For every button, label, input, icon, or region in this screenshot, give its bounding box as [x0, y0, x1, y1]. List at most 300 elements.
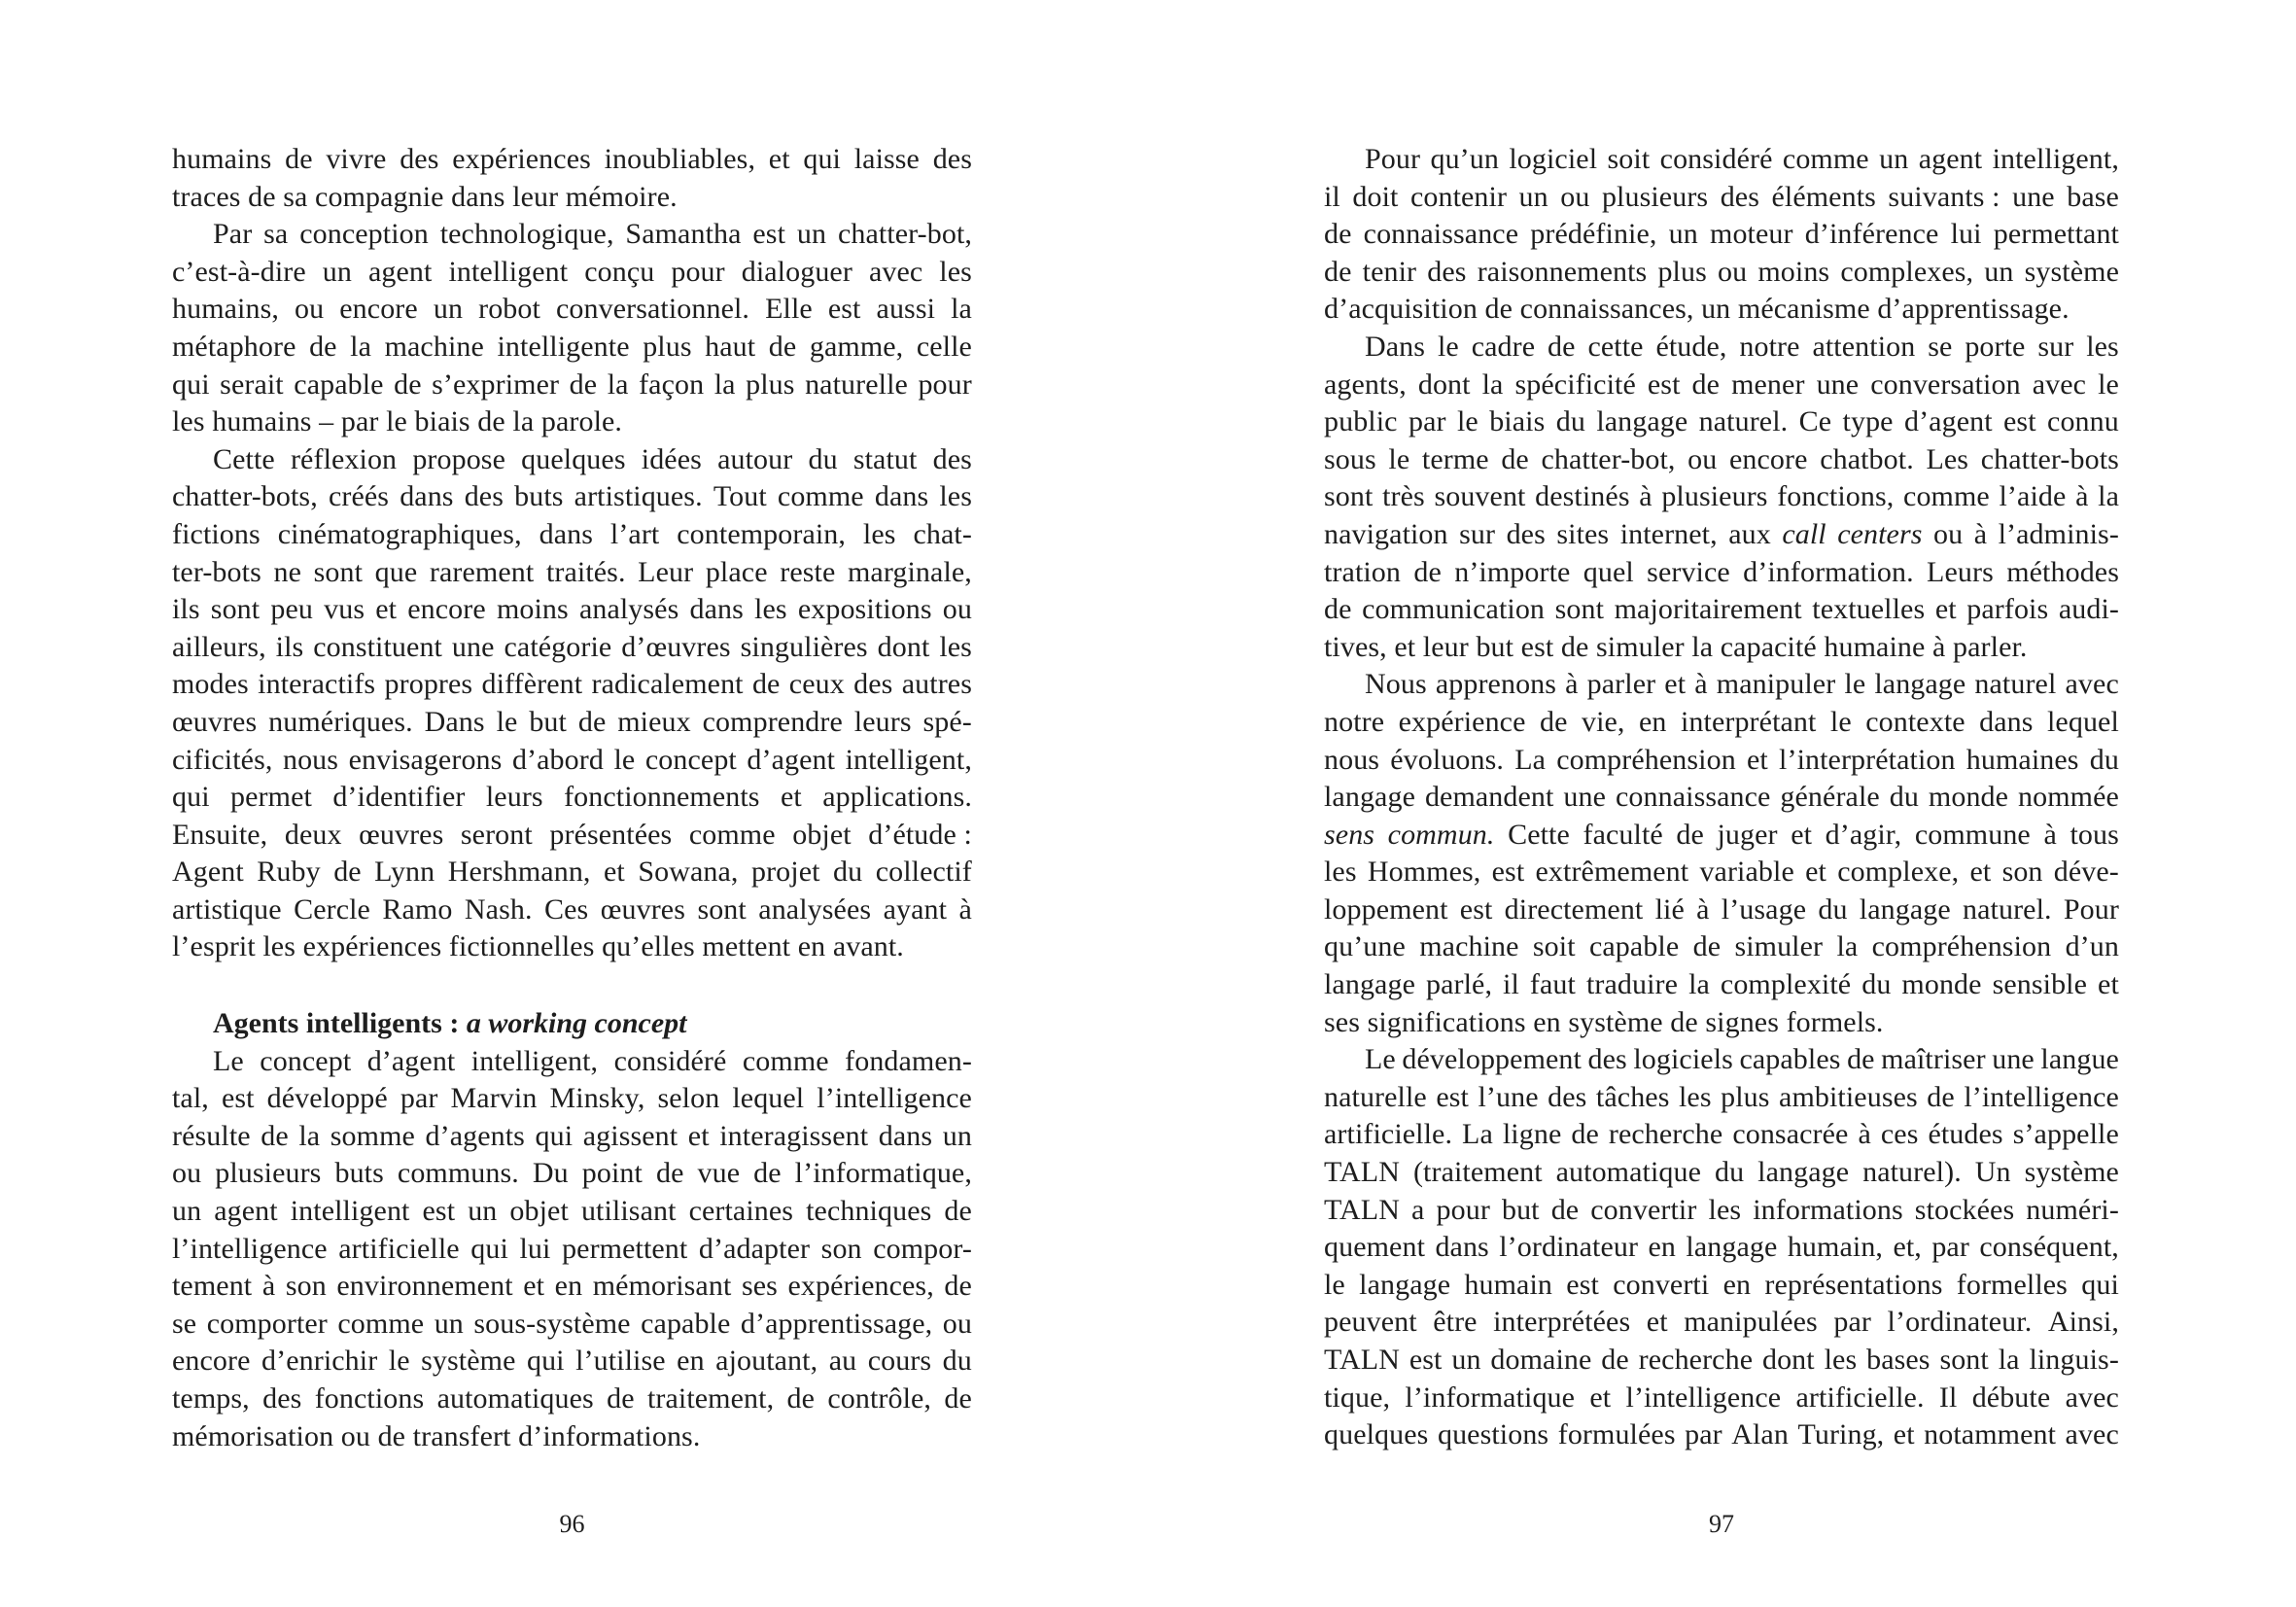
word: du [808, 442, 838, 475]
word: Dans [1365, 330, 1426, 363]
word: sont [1324, 480, 1374, 513]
word: le [1456, 405, 1478, 438]
word: de [944, 1382, 972, 1415]
word: contrôle, [827, 1382, 932, 1415]
word: Un [1974, 1156, 2011, 1189]
word: de [768, 330, 797, 363]
word: quelques [521, 442, 626, 475]
word: est [221, 1082, 255, 1115]
word: plus [746, 367, 795, 401]
word: ou [1560, 180, 1590, 213]
word: aussi [876, 293, 936, 326]
word: tement [172, 1270, 253, 1303]
word: type [1842, 405, 1894, 438]
word: Le [1365, 1043, 1396, 1076]
word: automatiques [436, 1382, 594, 1415]
word: (traitement [1412, 1156, 1543, 1189]
word: sont [210, 593, 261, 626]
word: Les [1926, 442, 1969, 475]
word: de [1676, 818, 1704, 851]
word: encore [407, 593, 486, 626]
word: le [1437, 330, 1459, 363]
word: Ramo [382, 892, 453, 926]
word: communs. [397, 1157, 519, 1190]
word: dans [689, 593, 744, 626]
word: l’adminis- [1998, 517, 2119, 550]
word: et [1646, 1306, 1668, 1339]
word: du [942, 1345, 972, 1378]
word: générale [1780, 781, 1880, 814]
word: permettent [562, 1232, 688, 1265]
word: de [577, 705, 607, 738]
text-line [1324, 1154, 2119, 1192]
word: et [687, 1119, 710, 1152]
word: l’informatique, [794, 1157, 972, 1190]
word: la [1998, 1344, 2020, 1376]
word: ils [275, 630, 304, 663]
word: encore [1729, 442, 1808, 475]
word: les [2086, 330, 2119, 363]
word: étude, [1655, 330, 1727, 363]
word: de [655, 1157, 684, 1190]
word: dans [539, 517, 593, 550]
word: intelligente [497, 330, 630, 363]
word: du [1818, 892, 1848, 926]
word: vue [697, 1157, 741, 1190]
word: compor- [873, 1232, 972, 1265]
word: ou [1687, 442, 1718, 475]
word: la [1688, 968, 1710, 1001]
word: les [1324, 856, 1357, 889]
word: TALN [1324, 1344, 1400, 1376]
word: agent [367, 255, 433, 288]
word: de [751, 668, 781, 701]
word: vus [324, 593, 365, 626]
word: a [1411, 1193, 1425, 1226]
word: une [2012, 180, 2055, 213]
word: du [1861, 968, 1892, 1001]
word: un [434, 1307, 464, 1340]
word: Il [1938, 1380, 1958, 1414]
word: et [1664, 668, 1687, 701]
word: il [1324, 180, 1340, 213]
word: par [400, 1082, 438, 1115]
word: porte [1965, 330, 2026, 363]
word: nommée [2018, 781, 2119, 814]
word: expositions [797, 593, 932, 626]
word: navigation [1324, 517, 1448, 550]
word: cette [1587, 330, 1644, 363]
word: celle [916, 330, 972, 363]
word: et [1969, 856, 1992, 889]
text-line [1324, 1304, 2119, 1342]
word: des [1587, 1043, 1627, 1076]
word: traités. [545, 555, 626, 588]
text-line [1324, 1267, 2119, 1305]
word: Agent [172, 856, 244, 889]
word: qui [535, 1119, 574, 1152]
word: attention [1812, 330, 1916, 363]
text-line [1324, 704, 2119, 742]
word: moteur [1710, 218, 1793, 251]
word: artificielle. [1324, 1118, 1453, 1151]
word: artistiques. [574, 480, 703, 513]
word: présentées [549, 818, 673, 851]
page-number-right: 97 [1709, 1510, 1734, 1538]
word: d’un [2065, 930, 2119, 963]
word: l’une [1478, 1080, 1539, 1113]
word: et [768, 143, 790, 175]
word: en [677, 1345, 705, 1378]
word: par [1833, 1306, 1871, 1339]
word: d’agent [1903, 405, 1993, 438]
word: Du [532, 1157, 569, 1190]
word: au [828, 1345, 857, 1378]
word: parler [1586, 668, 1656, 701]
text-line [172, 779, 972, 817]
word: rarement [429, 555, 535, 588]
word: agent [1918, 143, 1983, 175]
word: de [1324, 593, 1352, 626]
word: le [1829, 705, 1852, 738]
word: somme [330, 1119, 415, 1152]
word: interprétées [1493, 1306, 1631, 1339]
text-line [1324, 478, 2119, 516]
word: lequel [732, 1082, 805, 1115]
word: il [1503, 968, 1519, 1001]
word: formelles [1956, 1268, 2068, 1301]
word: qui [803, 143, 841, 175]
word: agent [214, 1195, 278, 1228]
word: Alan [1731, 1418, 1789, 1451]
text-line [1324, 1004, 2119, 1042]
word: et [375, 593, 398, 626]
word: Marvin [450, 1082, 538, 1115]
word: à [2043, 818, 2057, 851]
word: des [1720, 180, 1759, 213]
text-line [1324, 666, 2119, 704]
word: l’ordinateur. [1887, 1306, 2033, 1339]
word: dialoguer [741, 255, 852, 288]
word: mémorisant [592, 1270, 732, 1303]
word: de [333, 856, 362, 889]
word: du [1555, 405, 1585, 438]
section-heading [172, 1005, 972, 1043]
word: des [262, 1382, 302, 1415]
word: du [1714, 1156, 1745, 1189]
word: que [374, 555, 418, 588]
word: langage [1757, 1156, 1850, 1189]
word: qui [172, 781, 210, 814]
word: conception [299, 218, 429, 251]
word: Tout [713, 480, 767, 513]
word: interactifs [258, 668, 376, 701]
word: un [1879, 143, 1909, 175]
word: le [2098, 367, 2119, 401]
text-line [172, 329, 972, 367]
word: une [1992, 1043, 2035, 1076]
word: est [2003, 405, 2036, 438]
word: automatique [1555, 1156, 1702, 1189]
left-page-text-column [172, 141, 972, 1455]
word: n’importe [1454, 555, 1571, 588]
word: est [827, 293, 861, 326]
word: créés [328, 480, 390, 513]
word: des [853, 668, 893, 701]
word: notre [1324, 705, 1385, 738]
word: avec [2065, 1418, 2119, 1451]
word: propres [384, 668, 473, 701]
text-line [172, 742, 972, 780]
text-line [172, 1193, 972, 1231]
word: d’agent [747, 743, 836, 776]
text-line [1324, 854, 2119, 891]
word: des [932, 442, 972, 475]
word: connaissance [1363, 218, 1519, 251]
word: langage [1324, 781, 1415, 814]
word: loppement [1324, 892, 1448, 926]
word: Elle [765, 293, 813, 326]
word: sous-système [473, 1307, 631, 1340]
text-line [1324, 966, 2119, 1004]
word: converti [1613, 1268, 1710, 1301]
text-line [172, 367, 972, 404]
word: des [1506, 517, 1546, 550]
word: sont [313, 555, 364, 588]
word: dans [874, 480, 929, 513]
word: se [1928, 330, 1953, 363]
word: notre [1739, 330, 1800, 363]
word: et [1791, 818, 1813, 851]
word: naturel. [1963, 892, 2052, 926]
word: comme [337, 1307, 425, 1340]
word: les [939, 255, 972, 288]
word: fonctionnements [564, 781, 760, 814]
word: vie, [1581, 705, 1625, 738]
word: en [554, 1270, 583, 1303]
word: naturelle [805, 367, 908, 401]
word: Cette [1508, 818, 1570, 851]
text-line [1324, 742, 2119, 780]
text-line [172, 1343, 972, 1380]
word: par [1685, 1418, 1722, 1451]
word: sites [1556, 517, 1610, 550]
word: déve- [2053, 856, 2119, 889]
text-run: Agents intelligents : [213, 1007, 467, 1040]
word: parfois [1966, 593, 2049, 626]
text-line [172, 704, 972, 742]
word: tique, [1324, 1380, 1391, 1414]
word: d’enrichir [261, 1345, 378, 1378]
word: de [944, 1270, 972, 1303]
word: Dans [424, 705, 485, 738]
word: Hershmann, [447, 856, 591, 889]
word: selon [657, 1082, 720, 1115]
word: Par [213, 218, 253, 251]
word: artistique [172, 892, 282, 926]
word: tal, [172, 1082, 209, 1115]
word: mieux [617, 705, 691, 738]
word: de [1691, 367, 1721, 401]
word: avec [868, 255, 923, 288]
text-line [172, 403, 972, 441]
word: du [1889, 781, 1919, 814]
word: chatter-bot, [1541, 442, 1676, 475]
word: interagissent [719, 1119, 869, 1152]
word: capables [1739, 1043, 1841, 1076]
word: langage [1686, 1231, 1778, 1264]
word: à [1696, 892, 1710, 926]
word: linguis- [2029, 1344, 2119, 1376]
word: et [603, 856, 625, 889]
word: leurs [485, 781, 543, 814]
word: point [581, 1157, 643, 1190]
word: base [2067, 180, 2119, 213]
word: sont [1939, 1344, 1989, 1376]
text-line [1324, 1079, 2119, 1117]
text-line [172, 854, 972, 891]
word: les [862, 517, 896, 550]
word: comme [1782, 143, 1869, 175]
word: faculté [1583, 818, 1663, 851]
word: d’inférence [1804, 218, 1939, 251]
word: soit [1607, 143, 1651, 175]
text-line [1324, 928, 2119, 966]
word: ne [273, 555, 301, 588]
text-line [172, 1080, 972, 1118]
word: d’étude : [868, 818, 972, 851]
text-line [172, 1380, 972, 1418]
word: prédéfinie, [1530, 218, 1657, 251]
word: moins [1757, 255, 1830, 288]
word: expériences, [787, 1270, 934, 1303]
word: expérience [1398, 705, 1526, 738]
word: à [2075, 480, 2089, 513]
word: capable [641, 1307, 731, 1340]
word: la [607, 367, 629, 401]
word: un [1984, 255, 2014, 288]
text-run: les humains – par le biais de la parole. [172, 405, 623, 438]
word: temps, [172, 1382, 250, 1415]
text-line [172, 1043, 972, 1081]
word: ayant [883, 892, 948, 926]
word: le [1388, 442, 1410, 475]
word: ou [172, 1157, 202, 1190]
word: communication [1362, 593, 1546, 626]
word: est [1491, 856, 1525, 889]
word: humaines [1966, 743, 2079, 776]
word: sont [697, 892, 747, 926]
word: les [939, 630, 972, 663]
word: spécificité [1514, 367, 1636, 401]
text-run: d’acquisition de connaissances, un mécanisme d’apprentissage. [1324, 293, 2070, 326]
text-line [1324, 1380, 2119, 1417]
word: est [422, 1195, 456, 1228]
word: capable [294, 367, 384, 401]
word: Nous [1365, 668, 1427, 701]
word: à [1694, 668, 1708, 701]
text-line [1324, 1116, 2119, 1154]
word: son [820, 1232, 862, 1265]
text-run: traces de sa compagnie dans leur mémoire. [172, 180, 678, 213]
text-line [172, 1306, 972, 1344]
word: fondamen- [845, 1044, 972, 1077]
word: des [1427, 255, 1467, 288]
word: connu [2047, 405, 2119, 438]
word: naturel [1974, 668, 2057, 701]
word: d’abord [511, 743, 604, 776]
word: débute [1971, 1380, 2051, 1414]
word: conséquent, [1979, 1231, 2119, 1264]
word: autour [717, 442, 793, 475]
word: ils [172, 593, 200, 626]
word: plus [643, 330, 692, 363]
text-line [172, 666, 972, 704]
word: Samantha [625, 218, 742, 251]
word: avec [2032, 367, 2087, 401]
word: considéré [613, 1044, 727, 1077]
word: d’information. [1743, 555, 1914, 588]
word: ambitieuses [1779, 1080, 1918, 1113]
word: encore [172, 1345, 251, 1378]
text-run: a working concept [466, 1007, 687, 1040]
word: connaissance [1616, 781, 1771, 814]
word: textuelles [1812, 593, 1926, 626]
word: qui [526, 1345, 565, 1378]
word: ou [1933, 517, 1964, 550]
word: demandent [1424, 781, 1554, 814]
word: un [1518, 180, 1548, 213]
word: complexe, [1837, 856, 1960, 889]
word: intelligent, [1992, 143, 2119, 175]
word: la [1836, 930, 1859, 963]
word: comporter [206, 1307, 328, 1340]
word: intelligent [448, 255, 569, 288]
word: constituent [313, 630, 442, 663]
word: autres [901, 668, 972, 701]
text-run: tives, et leur but est de simuler la capacité humaine à parler. [1324, 630, 2028, 663]
word: œuvres [600, 892, 685, 926]
text-line [1324, 1342, 2119, 1380]
word: et [1934, 593, 1957, 626]
word: mener [1731, 367, 1805, 401]
word: est [1566, 1268, 1599, 1301]
text-line [1324, 516, 2119, 554]
word: domaine [1490, 1344, 1592, 1376]
word: les [754, 593, 787, 626]
word: comprendre [702, 705, 843, 738]
word: s’exprimer [432, 367, 560, 401]
word: système [2024, 1156, 2119, 1189]
word: chatbot. [1820, 442, 1914, 475]
text-line [1324, 1229, 2119, 1267]
word: langage [1859, 892, 1951, 926]
word: permettant [1993, 218, 2119, 251]
word: majoritairement [1614, 593, 1802, 626]
word: de [1548, 330, 1576, 363]
text-line [1324, 254, 2119, 292]
word: ces [1880, 1118, 1919, 1151]
word: qui [172, 367, 210, 401]
word: par [1408, 405, 1446, 438]
word: seront [460, 818, 533, 851]
word: des [1548, 1080, 1587, 1113]
word: et [2098, 968, 2119, 1001]
word: conversationnel. [555, 293, 750, 326]
word: plusieurs [1601, 180, 1709, 213]
word: objet [792, 818, 852, 851]
word: sous [1324, 442, 1376, 475]
